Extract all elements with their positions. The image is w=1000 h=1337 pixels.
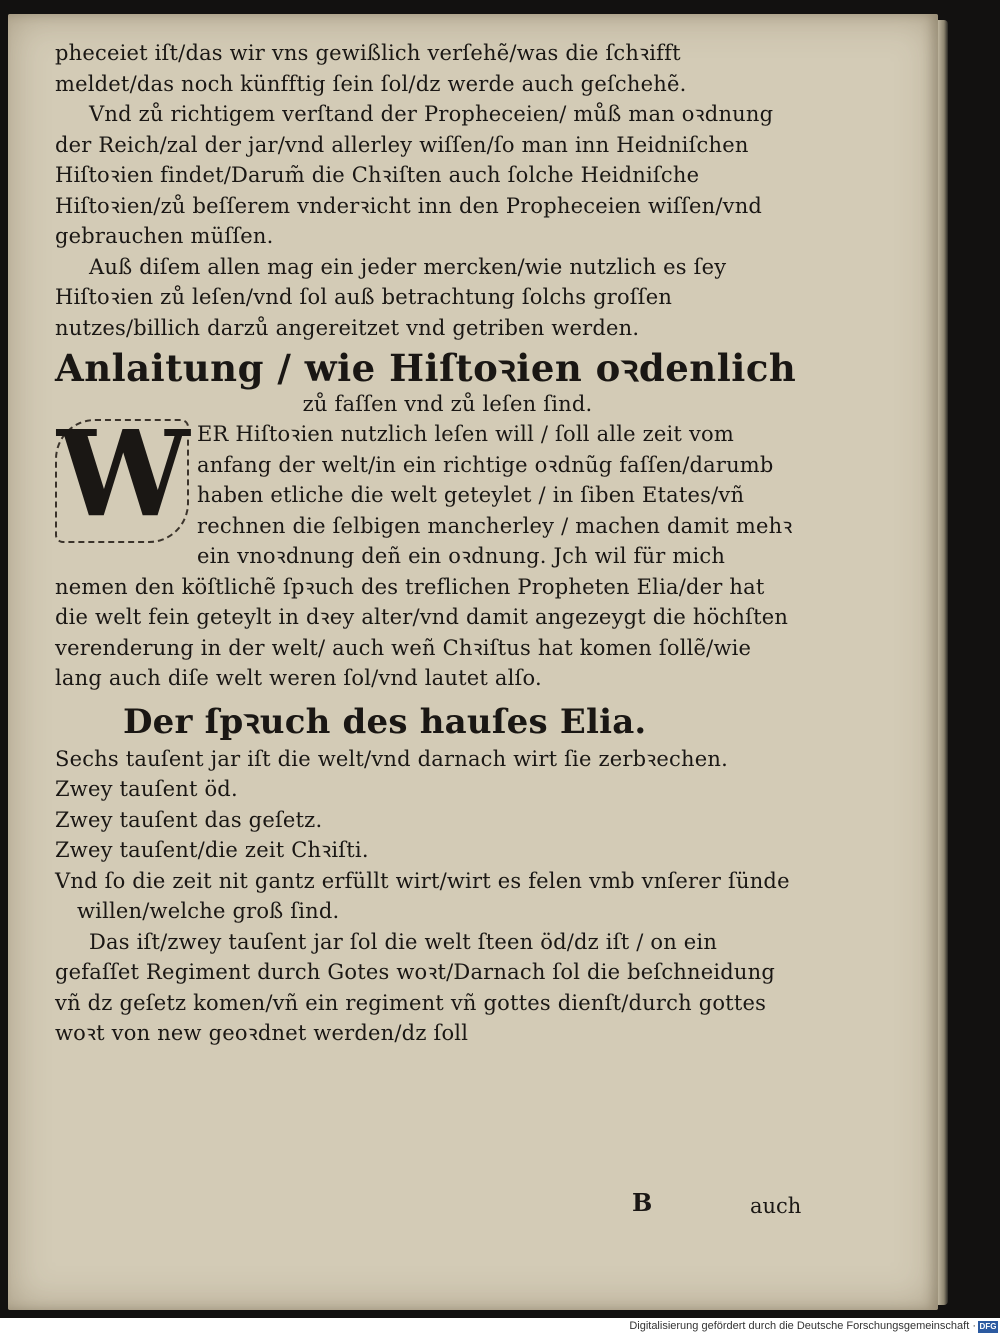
section-subheading: zů faſſen vnd zů leſen ſind. xyxy=(302,392,593,416)
paragraph-2: Vnd zů richtigem verſtand der Propheceien/ můß man oꝛdnung der Reich/zal der jar/vnd allerley wiſſen/ſo man inn Heidniſchen Hiſtoꝛien findet/Darum̃ die Chꝛiſten auch ſolche Heidniſche Hiſtoꝛien/zů beſſerem vnderꝛicht inn den Propheceien wiſſen/vnd gebrauchen müſſen. xyxy=(55,102,774,248)
verse-5: Vnd ſo die zeit nit gantz erfüllt wirt/wirt es felen vmb vnſerer ſünde willen/welche groß ſind. xyxy=(55,868,790,923)
text-block xyxy=(55,38,800,1049)
decorated-initial: W xyxy=(57,404,190,543)
saying-heading: Der ſpꝛuch des hauſes Elia. xyxy=(123,701,647,742)
catchword: auch xyxy=(750,1194,802,1218)
closing-paragraph: Das iſt/zwey tauſent jar ſol die welt ſteen öd/dz iſt / on ein gefaſſet Regiment durch Gotes woꝛt/Darnach ſol die beſchneidung vñ dz geſetz komen/vñ ein regiment vñ gottes dienſt/durch gottes woꝛt von new geoꝛdnet werden/dz ſoll xyxy=(55,929,776,1045)
verse-2: Zwey tauſent öd. xyxy=(55,777,238,801)
dfg-logo-icon: DFG xyxy=(979,1322,997,1331)
verse-1: Sechs tauſent jar iſt die welt/vnd darnach wirt ſie zerbꝛechen. xyxy=(55,746,728,771)
footer-credit: Digitalisierung gefördert durch die Deutsche Forschungsgemeinschaft · xyxy=(629,1320,976,1332)
paragraph-1: pheceiet iſt/das wir vns gewißlich verſehẽ/was die ſchꝛifft meldet/das noch künfftig ſein ſol/dz werde auch geſchehẽ. xyxy=(55,41,687,96)
page-edge xyxy=(938,20,948,1305)
footer-bar xyxy=(0,1318,1000,1337)
paragraph-3: Auß diſem allen mag ein jeder mercken/wie nutzlich es ſey Hiſtoꝛien zů leſen/vnd ſol auß betrachtung ſolchs groſſen nutzes/billich darzů angereitzet vnd getriben werden. xyxy=(55,254,727,340)
signature-mark: B xyxy=(632,1188,653,1217)
section-heading: Anlaitung / wie Hiſtoꝛien oꝛdenlich xyxy=(55,346,797,390)
verse-4: Zwey tauſent/die zeit Chꝛiſti. xyxy=(55,838,369,862)
verse-3: Zwey tauſent das geſetz. xyxy=(55,807,323,832)
initial-paragraph: ER Hiſtoꝛien nutzlich leſen will / ſoll alle zeit vom anfang der welt/in ein richtige oꝛdnũg faſſen/darumb haben etliche die welt geteylet / in ſiben Etates/vñ rechnen die ſelbigen mancherley / machen damit mehꝛ ein vnoꝛdnung deñ ein oꝛdnung. Jch wil für mich nemen den köſtlichẽ ſpꝛuch des treflichen Propheten Elia/der hat die welt fein geteylt in dꝛey alter/vnd damit angezeygt die höchſten verenderung in der welt/ auch weñ Chꝛiſtus hat komen ſollẽ/wie lang auch diſe welt weren ſol/vnd lautet alſo. xyxy=(55,422,793,690)
